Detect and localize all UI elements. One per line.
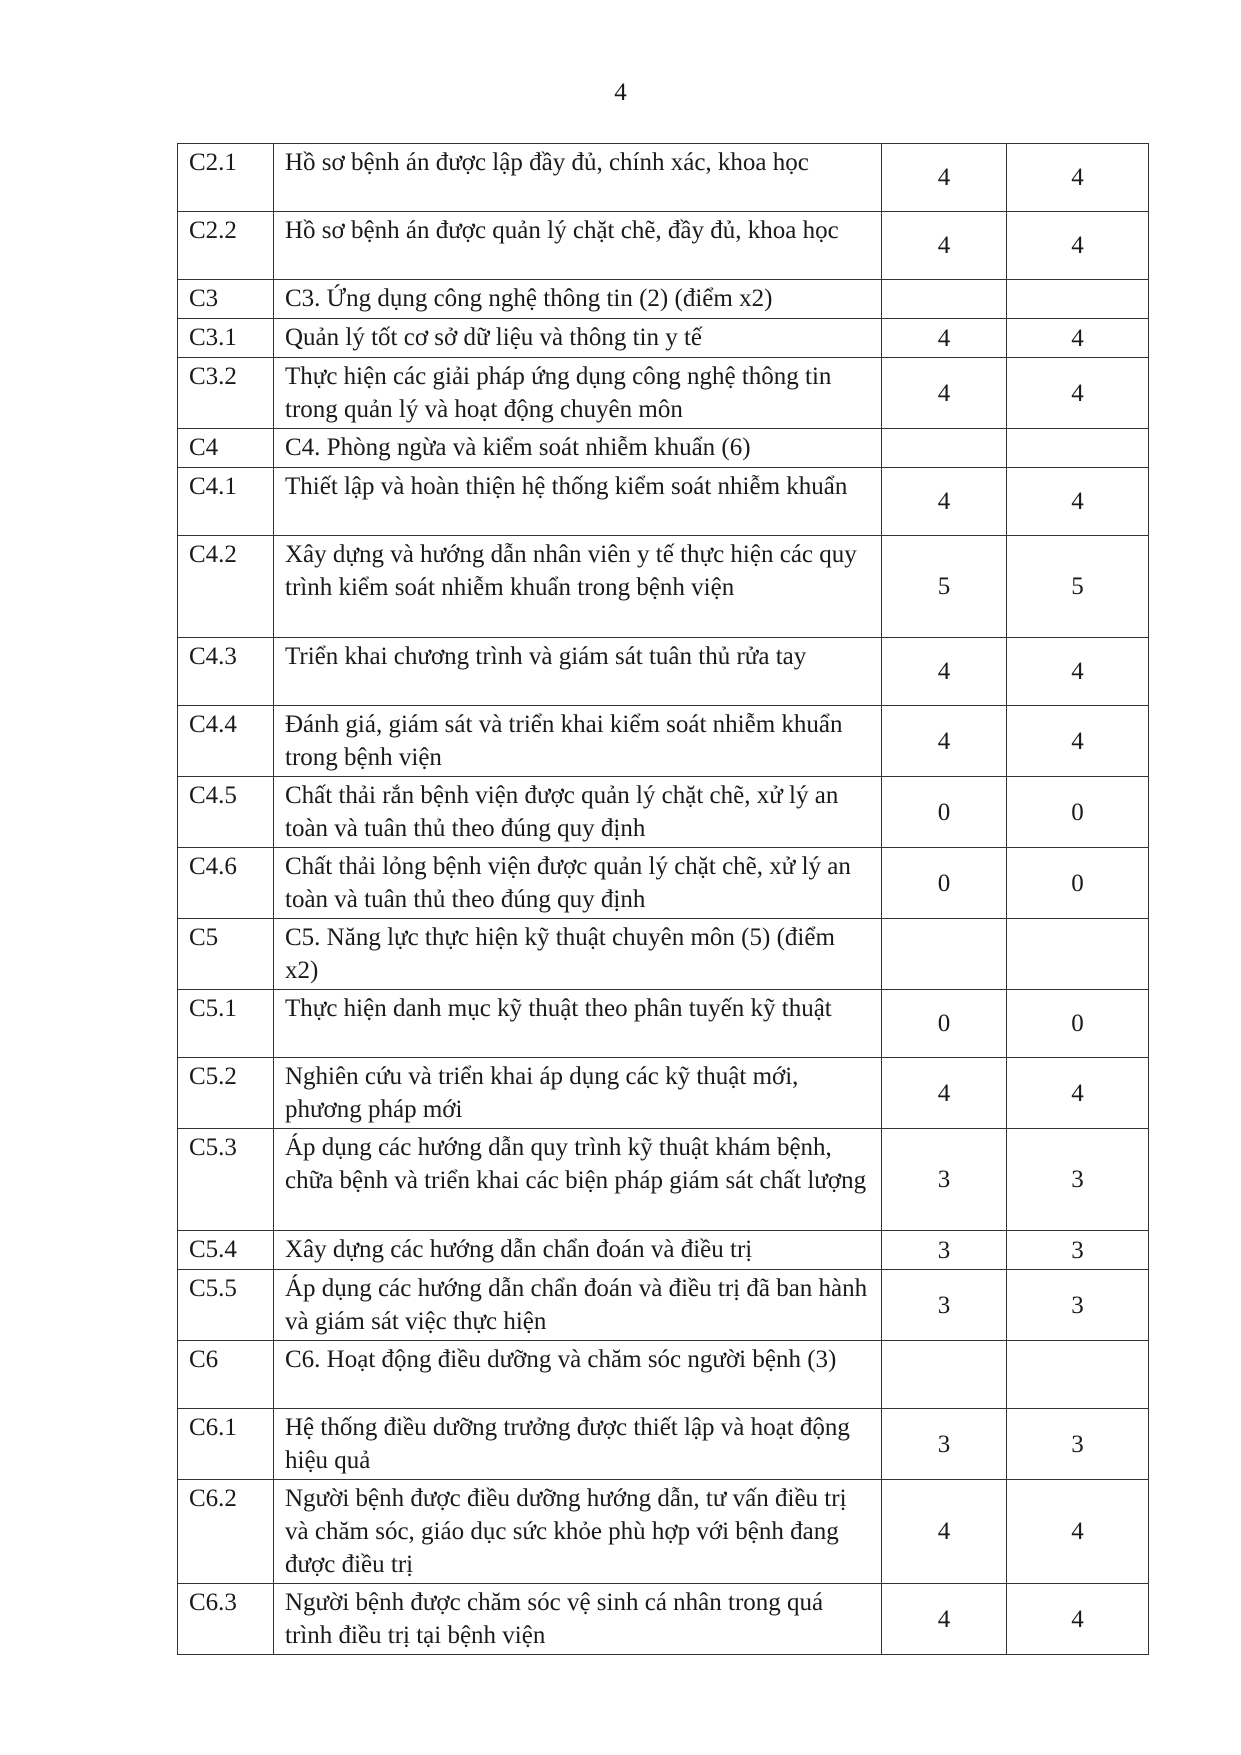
criterion-code-cell: C4.1 bbox=[178, 468, 274, 536]
criterion-text-cell: Hồ sơ bệnh án được lập đầy đủ, chính xác, khoa học bbox=[274, 144, 882, 212]
table-row bbox=[178, 1270, 1149, 1341]
score-cell-2: 5 bbox=[1007, 536, 1149, 638]
score-cell-1 bbox=[882, 919, 1007, 990]
criteria-table bbox=[177, 143, 1149, 1655]
criterion-text-cell: Xây dựng các hướng dẫn chẩn đoán và điều trị bbox=[274, 1231, 882, 1270]
table-row bbox=[178, 638, 1149, 706]
table-row bbox=[178, 536, 1149, 638]
criterion-text-cell: Người bệnh được điều dưỡng hướng dẫn, tư vấn điều trị và chăm sóc, giáo dục sức khỏe phù hợp với bệnh đang được điều trị bbox=[274, 1480, 882, 1584]
score-cell-2: 4 bbox=[1007, 212, 1149, 280]
score-cell-1: 4 bbox=[882, 638, 1007, 706]
criterion-text-cell: Áp dụng các hướng dẫn quy trình kỹ thuật khám bệnh, chữa bệnh và triển khai các biện pháp giám sát chất lượng bbox=[274, 1129, 882, 1231]
criterion-code-cell: C6.3 bbox=[178, 1584, 274, 1655]
criterion-text-cell: Áp dụng các hướng dẫn chẩn đoán và điều trị đã ban hành và giám sát việc thực hiện bbox=[274, 1270, 882, 1341]
score-cell-1: 0 bbox=[882, 990, 1007, 1058]
criterion-text-cell: C4. Phòng ngừa và kiểm soát nhiễm khuẩn (6) bbox=[274, 429, 882, 468]
table-row bbox=[178, 429, 1149, 468]
criterion-text-cell: Hồ sơ bệnh án được quản lý chặt chẽ, đầy đủ, khoa học bbox=[274, 212, 882, 280]
criterion-code-cell: C2.2 bbox=[178, 212, 274, 280]
table-row bbox=[178, 706, 1149, 777]
table-row bbox=[178, 468, 1149, 536]
criterion-code-cell: C4.6 bbox=[178, 848, 274, 919]
criterion-code-cell: C4.5 bbox=[178, 777, 274, 848]
score-cell-2: 0 bbox=[1007, 848, 1149, 919]
score-cell-1: 4 bbox=[882, 212, 1007, 280]
score-cell-2: 4 bbox=[1007, 358, 1149, 429]
table-row bbox=[178, 777, 1149, 848]
criterion-text-cell: Người bệnh được chăm sóc vệ sinh cá nhân trong quá trình điều trị tại bệnh viện bbox=[274, 1584, 882, 1655]
criterion-code-cell: C5.4 bbox=[178, 1231, 274, 1270]
table-row bbox=[178, 1480, 1149, 1584]
score-cell-2 bbox=[1007, 1341, 1149, 1409]
score-cell-1 bbox=[882, 280, 1007, 319]
score-cell-1: 0 bbox=[882, 848, 1007, 919]
score-cell-2: 3 bbox=[1007, 1129, 1149, 1231]
criterion-text-cell: Xây dựng và hướng dẫn nhân viên y tế thực hiện các quy trình kiểm soát nhiễm khuẩn trong bệnh viện bbox=[274, 536, 882, 638]
table-row bbox=[178, 1584, 1149, 1655]
table-row bbox=[178, 358, 1149, 429]
table-row bbox=[178, 1231, 1149, 1270]
score-cell-1: 4 bbox=[882, 144, 1007, 212]
criterion-code-cell: C2.1 bbox=[178, 144, 274, 212]
table-row bbox=[178, 848, 1149, 919]
score-cell-2: 4 bbox=[1007, 1480, 1149, 1584]
criterion-text-cell: C3. Ứng dụng công nghệ thông tin (2) (điểm x2) bbox=[274, 280, 882, 319]
criterion-text-cell: Hệ thống điều dưỡng trưởng được thiết lập và hoạt động hiệu quả bbox=[274, 1409, 882, 1480]
criterion-code-cell: C6.1 bbox=[178, 1409, 274, 1480]
criterion-code-cell: C3.1 bbox=[178, 319, 274, 358]
table-row bbox=[178, 212, 1149, 280]
score-cell-1: 4 bbox=[882, 1584, 1007, 1655]
criterion-text-cell: Thực hiện các giải pháp ứng dụng công nghệ thông tin trong quản lý và hoạt động chuyên môn bbox=[274, 358, 882, 429]
criterion-code-cell: C6.2 bbox=[178, 1480, 274, 1584]
criterion-text-cell: Thiết lập và hoàn thiện hệ thống kiểm soát nhiễm khuẩn bbox=[274, 468, 882, 536]
criterion-text-cell: Triển khai chương trình và giám sát tuân thủ rửa tay bbox=[274, 638, 882, 706]
score-cell-2: 4 bbox=[1007, 319, 1149, 358]
table-row bbox=[178, 144, 1149, 212]
score-cell-1: 4 bbox=[882, 468, 1007, 536]
score-cell-1: 3 bbox=[882, 1231, 1007, 1270]
criterion-code-cell: C5.1 bbox=[178, 990, 274, 1058]
score-cell-2: 3 bbox=[1007, 1409, 1149, 1480]
score-cell-1: 3 bbox=[882, 1270, 1007, 1341]
criterion-code-cell: C5.2 bbox=[178, 1058, 274, 1129]
criterion-text-cell: C6. Hoạt động điều dưỡng và chăm sóc người bệnh (3) bbox=[274, 1341, 882, 1409]
score-cell-1: 5 bbox=[882, 536, 1007, 638]
table-row bbox=[178, 319, 1149, 358]
table-row bbox=[178, 1409, 1149, 1480]
score-cell-1: 3 bbox=[882, 1409, 1007, 1480]
criterion-text-cell: Thực hiện danh mục kỹ thuật theo phân tuyến kỹ thuật bbox=[274, 990, 882, 1058]
score-cell-1: 0 bbox=[882, 777, 1007, 848]
criterion-text-cell: C5. Năng lực thực hiện kỹ thuật chuyên môn (5) (điểm x2) bbox=[274, 919, 882, 990]
criterion-code-cell: C4.4 bbox=[178, 706, 274, 777]
score-cell-2: 3 bbox=[1007, 1231, 1149, 1270]
criterion-code-cell: C4.2 bbox=[178, 536, 274, 638]
score-cell-1: 4 bbox=[882, 1480, 1007, 1584]
table-row bbox=[178, 990, 1149, 1058]
table-row bbox=[178, 1058, 1149, 1129]
table-row bbox=[178, 1341, 1149, 1409]
criteria-table-body bbox=[178, 144, 1149, 1655]
criterion-code-cell: C4.3 bbox=[178, 638, 274, 706]
score-cell-2: 4 bbox=[1007, 468, 1149, 536]
criterion-code-cell: C6 bbox=[178, 1341, 274, 1409]
score-cell-2: 4 bbox=[1007, 1058, 1149, 1129]
score-cell-1: 4 bbox=[882, 358, 1007, 429]
score-cell-2: 4 bbox=[1007, 1584, 1149, 1655]
page-number: 4 bbox=[614, 79, 627, 106]
score-cell-2: 4 bbox=[1007, 638, 1149, 706]
criterion-text-cell: Chất thải rắn bệnh viện được quản lý chặt chẽ, xử lý an toàn và tuân thủ theo đúng quy định bbox=[274, 777, 882, 848]
score-cell-2: 0 bbox=[1007, 777, 1149, 848]
criterion-text-cell: Chất thải lỏng bệnh viện được quản lý chặt chẽ, xử lý an toàn và tuân thủ theo đúng quy định bbox=[274, 848, 882, 919]
criterion-text-cell: Quản lý tốt cơ sở dữ liệu và thông tin y tế bbox=[274, 319, 882, 358]
score-cell-2: 4 bbox=[1007, 706, 1149, 777]
table-row bbox=[178, 1129, 1149, 1231]
table-row bbox=[178, 919, 1149, 990]
criterion-code-cell: C4 bbox=[178, 429, 274, 468]
score-cell-1: 3 bbox=[882, 1129, 1007, 1231]
criterion-code-cell: C3 bbox=[178, 280, 274, 319]
criterion-code-cell: C3.2 bbox=[178, 358, 274, 429]
score-cell-2 bbox=[1007, 280, 1149, 319]
score-cell-2 bbox=[1007, 919, 1149, 990]
score-cell-1: 4 bbox=[882, 706, 1007, 777]
criterion-text-cell: Đánh giá, giám sát và triển khai kiểm soát nhiễm khuẩn trong bệnh viện bbox=[274, 706, 882, 777]
score-cell-2 bbox=[1007, 429, 1149, 468]
score-cell-2: 0 bbox=[1007, 990, 1149, 1058]
criterion-code-cell: C5.5 bbox=[178, 1270, 274, 1341]
criterion-code-cell: C5 bbox=[178, 919, 274, 990]
score-cell-2: 4 bbox=[1007, 144, 1149, 212]
score-cell-1: 4 bbox=[882, 1058, 1007, 1129]
table-row bbox=[178, 280, 1149, 319]
criterion-text-cell: Nghiên cứu và triển khai áp dụng các kỹ thuật mới, phương pháp mới bbox=[274, 1058, 882, 1129]
score-cell-2: 3 bbox=[1007, 1270, 1149, 1341]
score-cell-1 bbox=[882, 1341, 1007, 1409]
score-cell-1 bbox=[882, 429, 1007, 468]
criterion-code-cell: C5.3 bbox=[178, 1129, 274, 1231]
score-cell-1: 4 bbox=[882, 319, 1007, 358]
